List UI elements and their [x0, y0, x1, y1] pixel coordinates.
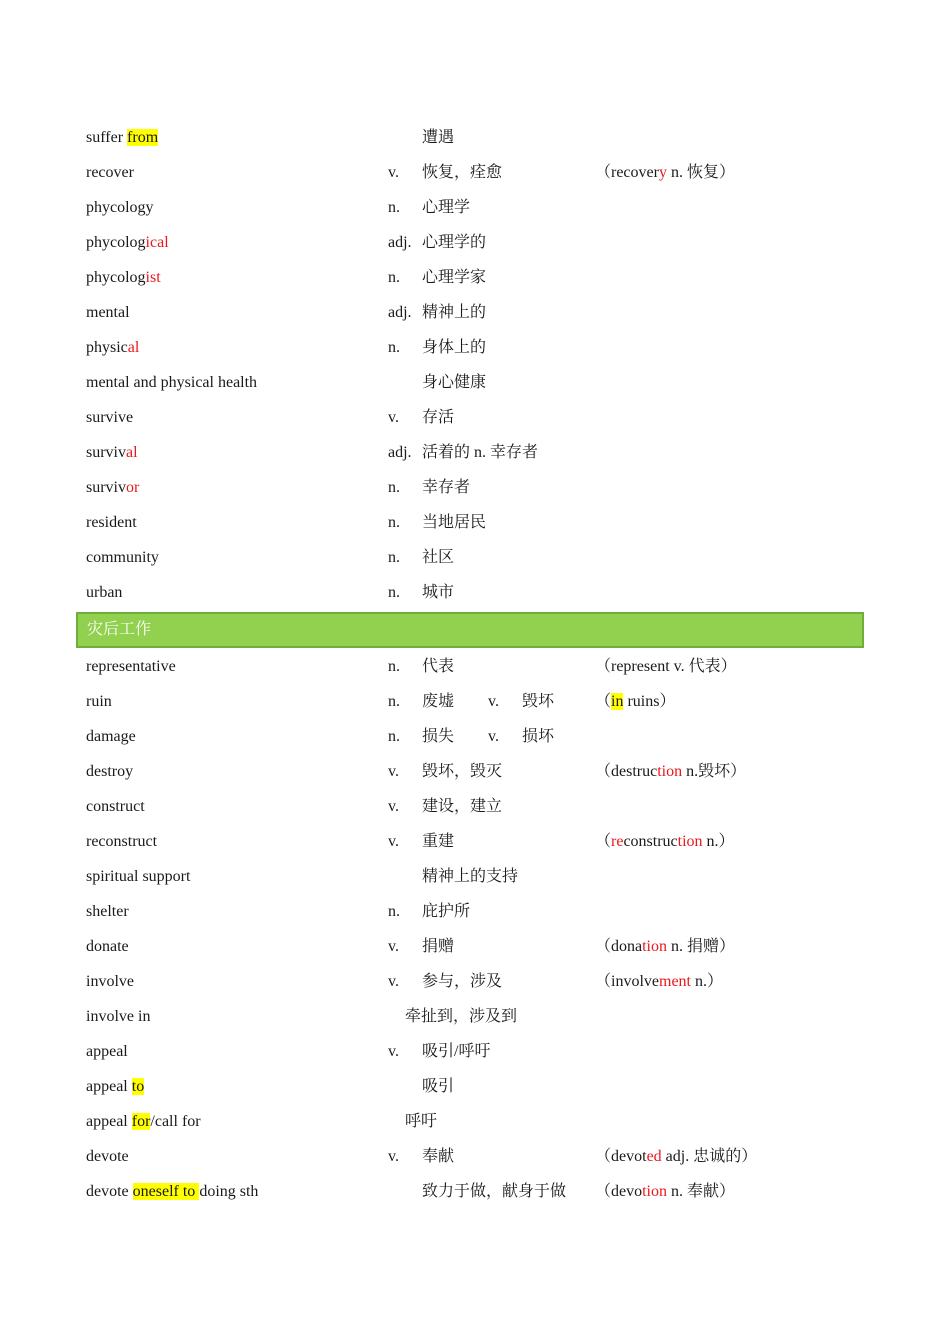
meaning: 身心健康	[422, 374, 487, 391]
text-run: recover	[86, 164, 134, 181]
vocab-row	[0, 470, 950, 505]
derivative-note	[595, 155, 735, 190]
meaning: 幸存者	[422, 479, 471, 496]
vocab-word	[86, 719, 136, 754]
text-run: spiritual support	[86, 868, 191, 885]
vocabulary-sheet	[0, 120, 950, 1209]
meaning: 社区	[422, 549, 455, 566]
vocab-word	[86, 1139, 129, 1174]
text-run: phycolog	[86, 269, 146, 286]
vocab-row	[0, 929, 950, 964]
meaning: 损失	[422, 728, 455, 745]
part-of-speech: v.	[388, 1043, 399, 1060]
part-of-speech-secondary: v.	[488, 728, 499, 745]
text-run: survive	[86, 409, 134, 426]
text-run: doing sth	[199, 1183, 259, 1200]
suffix-text: tion	[642, 1183, 667, 1200]
vocab-word	[86, 894, 129, 929]
text-run: involve in	[86, 1008, 151, 1025]
meaning: 奉献	[422, 1148, 455, 1165]
vocab-row	[0, 1139, 950, 1174]
text-run: n.）	[691, 973, 724, 990]
vocab-row	[0, 684, 950, 719]
text-run: （devo	[595, 1183, 643, 1200]
vocab-row	[0, 330, 950, 365]
vocab-word	[86, 789, 145, 824]
vocab-word	[86, 1174, 258, 1209]
part-of-speech: n.	[388, 903, 400, 920]
vocab-word	[86, 649, 176, 684]
section-title: 灾后工作	[87, 621, 152, 638]
meaning: 捐赠	[422, 938, 455, 955]
part-of-speech: v.	[388, 833, 399, 850]
vocab-word	[86, 155, 134, 190]
text-run: reconstruct	[86, 833, 158, 850]
text-run: mental and physical health	[86, 374, 258, 391]
section-header	[0, 612, 950, 647]
vocab-row	[0, 295, 950, 330]
vocab-row	[0, 435, 950, 470]
part-of-speech: n.	[388, 199, 400, 216]
vocab-word	[86, 1034, 128, 1069]
text-run: /call for	[150, 1113, 201, 1130]
suffix-text: re	[611, 833, 624, 850]
part-of-speech: n.	[388, 514, 400, 531]
vocab-row	[0, 719, 950, 754]
meaning: 牵扯到，涉及到	[405, 1008, 518, 1025]
vocab-row	[0, 190, 950, 225]
text-run: （destruc	[595, 763, 658, 780]
suffix-text: tion	[677, 833, 703, 850]
text-run: （dona	[595, 938, 643, 955]
text-run: resident	[86, 514, 137, 531]
text-run: （	[595, 833, 612, 850]
text-run: n. 恢复）	[666, 164, 735, 181]
text-run: adj. 忠诚的）	[661, 1148, 758, 1165]
vocab-row	[0, 1069, 950, 1104]
text-run: n.毁坏）	[682, 763, 747, 780]
vocab-word	[86, 964, 134, 999]
text-run: representative	[86, 658, 176, 675]
text-run: community	[86, 549, 159, 566]
meaning: 重建	[422, 833, 455, 850]
suffix-text: or	[126, 479, 140, 496]
derivative-note	[595, 754, 746, 789]
meaning: 参与，涉及	[422, 973, 503, 990]
part-of-speech: n.	[388, 269, 400, 286]
vocab-row	[0, 505, 950, 540]
vocab-word	[86, 505, 137, 540]
vocab-row	[0, 789, 950, 824]
text-run: mental	[86, 304, 130, 321]
highlighted-text: oneself to	[132, 1183, 200, 1200]
vocab-word	[86, 1069, 144, 1104]
meaning: 恢复，痊愈	[422, 164, 503, 181]
derivative-note	[595, 649, 737, 684]
meaning-secondary: 毁坏	[522, 693, 555, 710]
meaning: 心理学	[422, 199, 471, 216]
part-of-speech: v.	[388, 164, 399, 181]
vocab-word	[86, 295, 130, 330]
vocab-word	[86, 260, 161, 295]
meaning: 吸引/呼吁	[422, 1043, 491, 1060]
vocab-row	[0, 400, 950, 435]
meaning: 当地居民	[422, 514, 487, 531]
text-run: damage	[86, 728, 136, 745]
text-run: （involve	[595, 973, 659, 990]
part-of-speech: n.	[388, 728, 400, 745]
text-run: appeal	[86, 1078, 132, 1095]
vocab-word	[86, 575, 122, 610]
vocab-row	[0, 964, 950, 999]
meaning: 废墟	[422, 693, 455, 710]
text-run: phycology	[86, 199, 154, 216]
vocab-word	[86, 225, 169, 260]
text-run: construc	[623, 833, 678, 850]
highlighted-text: for	[131, 1113, 151, 1130]
vocab-row	[0, 1174, 950, 1209]
section-header-bar	[76, 612, 864, 648]
part-of-speech: v.	[388, 763, 399, 780]
text-run: （	[595, 693, 612, 710]
vocab-word	[86, 999, 150, 1034]
meaning: 存活	[422, 409, 455, 426]
vocab-word	[86, 540, 159, 575]
vocab-word	[86, 824, 157, 859]
suffix-text: tion	[657, 763, 683, 780]
suffix-text: ist	[145, 269, 161, 286]
meaning: 致力于做，献身于做	[422, 1183, 567, 1200]
vocab-word	[86, 859, 190, 894]
suffix-text: ed	[646, 1148, 662, 1165]
text-run: physic	[86, 339, 128, 356]
text-run: ruin	[86, 693, 112, 710]
part-of-speech: n.	[388, 339, 400, 356]
vocab-row	[0, 1034, 950, 1069]
text-run: ruins）	[623, 693, 676, 710]
meaning: 精神上的支持	[422, 868, 519, 885]
meaning: 心理学的	[422, 234, 487, 251]
part-of-speech-secondary: v.	[488, 693, 499, 710]
part-of-speech: v.	[388, 1148, 399, 1165]
suffix-text: ical	[145, 234, 169, 251]
derivative-note	[595, 1139, 757, 1174]
text-run: n. 捐赠）	[667, 938, 736, 955]
text-run: phycolog	[86, 234, 146, 251]
highlighted-text: from	[127, 129, 159, 146]
part-of-speech: v.	[388, 938, 399, 955]
text-run: destroy	[86, 763, 134, 780]
text-run: surviv	[86, 444, 126, 461]
vocab-word	[86, 330, 139, 365]
text-run: surviv	[86, 479, 126, 496]
vocab-word	[86, 190, 154, 225]
text-run: （represent v. 代表）	[595, 658, 737, 675]
text-run: suffer	[86, 129, 128, 146]
part-of-speech: n.	[388, 693, 400, 710]
vocab-word	[86, 400, 133, 435]
vocab-word	[86, 435, 138, 470]
meaning: 遭遇	[422, 129, 455, 146]
part-of-speech: n.	[388, 658, 400, 675]
derivative-note	[595, 964, 723, 999]
suffix-text: ment	[659, 973, 691, 990]
part-of-speech: n.	[388, 584, 400, 601]
meaning: 建设，建立	[422, 798, 503, 815]
meaning: 代表	[422, 658, 455, 675]
meaning: 毁坏，毁灭	[422, 763, 503, 780]
derivative-note	[595, 929, 735, 964]
highlighted-text: to	[131, 1078, 145, 1095]
meaning: 呼吁	[405, 1113, 438, 1130]
suffix-text: al	[127, 339, 140, 356]
vocab-word	[86, 1104, 201, 1139]
vocab-word	[86, 684, 112, 719]
vocab-row	[0, 365, 950, 400]
suffix-text: tion	[642, 938, 667, 955]
suffix-text: y	[658, 164, 667, 181]
vocab-row	[0, 120, 950, 155]
text-run: involve	[86, 973, 134, 990]
part-of-speech: v.	[388, 973, 399, 990]
vocab-row	[0, 824, 950, 859]
text-run: （recover	[595, 164, 659, 181]
vocab-word	[86, 929, 129, 964]
vocab-word	[86, 470, 139, 505]
vocab-row	[0, 754, 950, 789]
meaning: 精神上的	[422, 304, 487, 321]
meaning: 吸引	[422, 1078, 455, 1095]
text-run: construct	[86, 798, 145, 815]
part-of-speech: adj.	[388, 444, 412, 461]
text-run: appeal	[86, 1043, 128, 1060]
vocab-row	[0, 649, 950, 684]
vocab-row	[0, 260, 950, 295]
meaning-secondary: 损坏	[522, 728, 555, 745]
text-run: devote	[86, 1148, 129, 1165]
vocab-word	[86, 120, 158, 155]
vocab-row	[0, 155, 950, 190]
vocab-row	[0, 859, 950, 894]
suffix-text: al	[126, 444, 138, 461]
part-of-speech: adj.	[388, 304, 412, 321]
vocab-row	[0, 575, 950, 610]
vocab-word	[86, 754, 133, 789]
derivative-note	[595, 684, 675, 719]
vocabulary-list-top	[0, 120, 950, 610]
vocabulary-list-bottom	[0, 649, 950, 1209]
vocab-word	[86, 365, 257, 400]
vocab-row	[0, 540, 950, 575]
part-of-speech: n.	[388, 479, 400, 496]
meaning: 庇护所	[422, 903, 471, 920]
text-run: urban	[86, 584, 123, 601]
meaning: 城市	[422, 584, 455, 601]
vocab-row	[0, 1104, 950, 1139]
meaning: 活着的 n. 幸存者	[422, 444, 539, 461]
meaning: 身体上的	[422, 339, 487, 356]
highlighted-text: in	[611, 693, 624, 710]
vocab-row	[0, 894, 950, 929]
vocab-row	[0, 225, 950, 260]
text-run: devote	[86, 1183, 133, 1200]
derivative-note	[595, 824, 735, 859]
vocab-row	[0, 999, 950, 1034]
part-of-speech: adj.	[388, 234, 412, 251]
meaning: 心理学家	[422, 269, 487, 286]
text-run: n.）	[702, 833, 735, 850]
text-run: shelter	[86, 903, 129, 920]
part-of-speech: n.	[388, 549, 400, 566]
part-of-speech: v.	[388, 409, 399, 426]
text-run: （devot	[595, 1148, 647, 1165]
text-run: appeal	[86, 1113, 132, 1130]
part-of-speech: v.	[388, 798, 399, 815]
derivative-note	[595, 1174, 735, 1209]
text-run: donate	[86, 938, 129, 955]
text-run: n. 奉献）	[667, 1183, 736, 1200]
